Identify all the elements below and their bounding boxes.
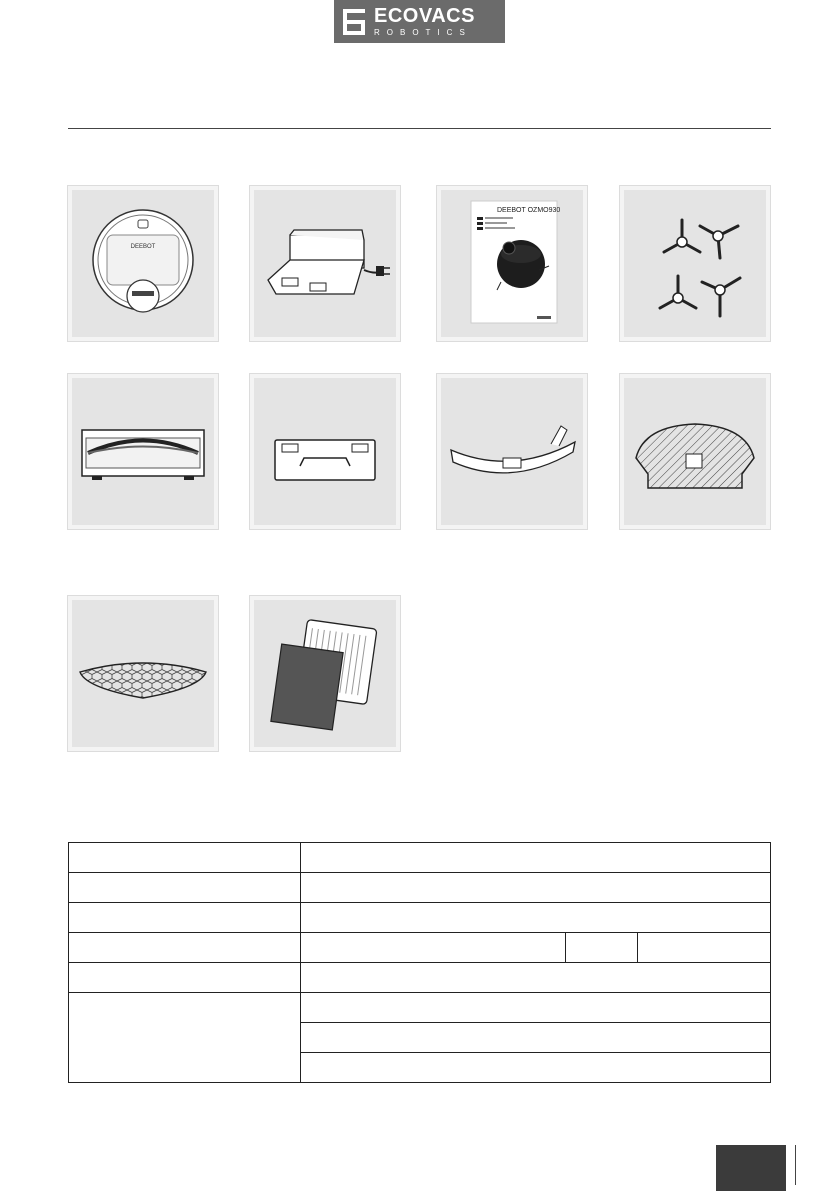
robot-brand-label: DEEBOT: [130, 244, 156, 250]
tile-brush-guard: [250, 374, 400, 529]
logo-brand-text: ECOVACS: [374, 5, 475, 27]
water-tank-icon: [441, 378, 583, 525]
table-cell-mid: [566, 933, 638, 963]
table-cell-label: [69, 903, 301, 933]
tile-charging-dock: [250, 186, 400, 341]
table-cell-label: [69, 843, 301, 873]
table-cell-label: [69, 873, 301, 903]
tile-water-tank: [437, 374, 587, 529]
table-cell-value: [300, 843, 770, 873]
brush-guard-icon: [254, 378, 396, 525]
main-brush-icon: [72, 378, 214, 525]
table-row: [69, 903, 771, 933]
header-rule: [68, 128, 771, 129]
table-cell-value: [300, 873, 770, 903]
table-row: [69, 993, 771, 1023]
side-brushes-icon: [624, 190, 766, 337]
mopping-plate-icon: [72, 600, 214, 747]
tile-mopping-plate: [68, 596, 218, 751]
table-cell-value: [300, 903, 770, 933]
tile-instruction-manual: [437, 186, 587, 341]
tile-filter: [250, 596, 400, 751]
instruction-manual-icon: [441, 190, 583, 337]
ecovacs-logo: [334, 0, 505, 43]
charging-dock-icon: [254, 190, 396, 337]
table-row: [69, 843, 771, 873]
tile-main-brush: [68, 374, 218, 529]
spec-table: [68, 842, 771, 1083]
table-cell-value: [300, 993, 770, 1023]
manual-title: DEEBOT OZMO930: [497, 207, 561, 214]
filter-icon: [254, 600, 396, 747]
table-cell-right: [638, 933, 771, 963]
table-row: [69, 963, 771, 993]
page-number-badge: [716, 1145, 786, 1191]
tile-robot: [68, 186, 218, 341]
tile-mopping-pad: [620, 374, 770, 529]
logo-sub-text: ROBOTICS: [374, 28, 472, 37]
table-row: [69, 933, 771, 963]
page-edge-bar: [795, 1145, 796, 1185]
table-cell-value: [300, 963, 770, 993]
table-cell-label: [69, 933, 301, 963]
table-cell-label: [69, 963, 301, 993]
table-cell-value: [300, 933, 566, 963]
logo-mark-icon: [334, 0, 374, 43]
tile-side-brushes: [620, 186, 770, 341]
table-row: [69, 873, 771, 903]
table-cell-value: [300, 1053, 770, 1083]
robot-vacuum-top-icon: [72, 190, 214, 337]
mopping-pad-icon: [624, 378, 766, 525]
table-cell-value: [300, 1023, 770, 1053]
table-cell-label: [69, 993, 301, 1083]
